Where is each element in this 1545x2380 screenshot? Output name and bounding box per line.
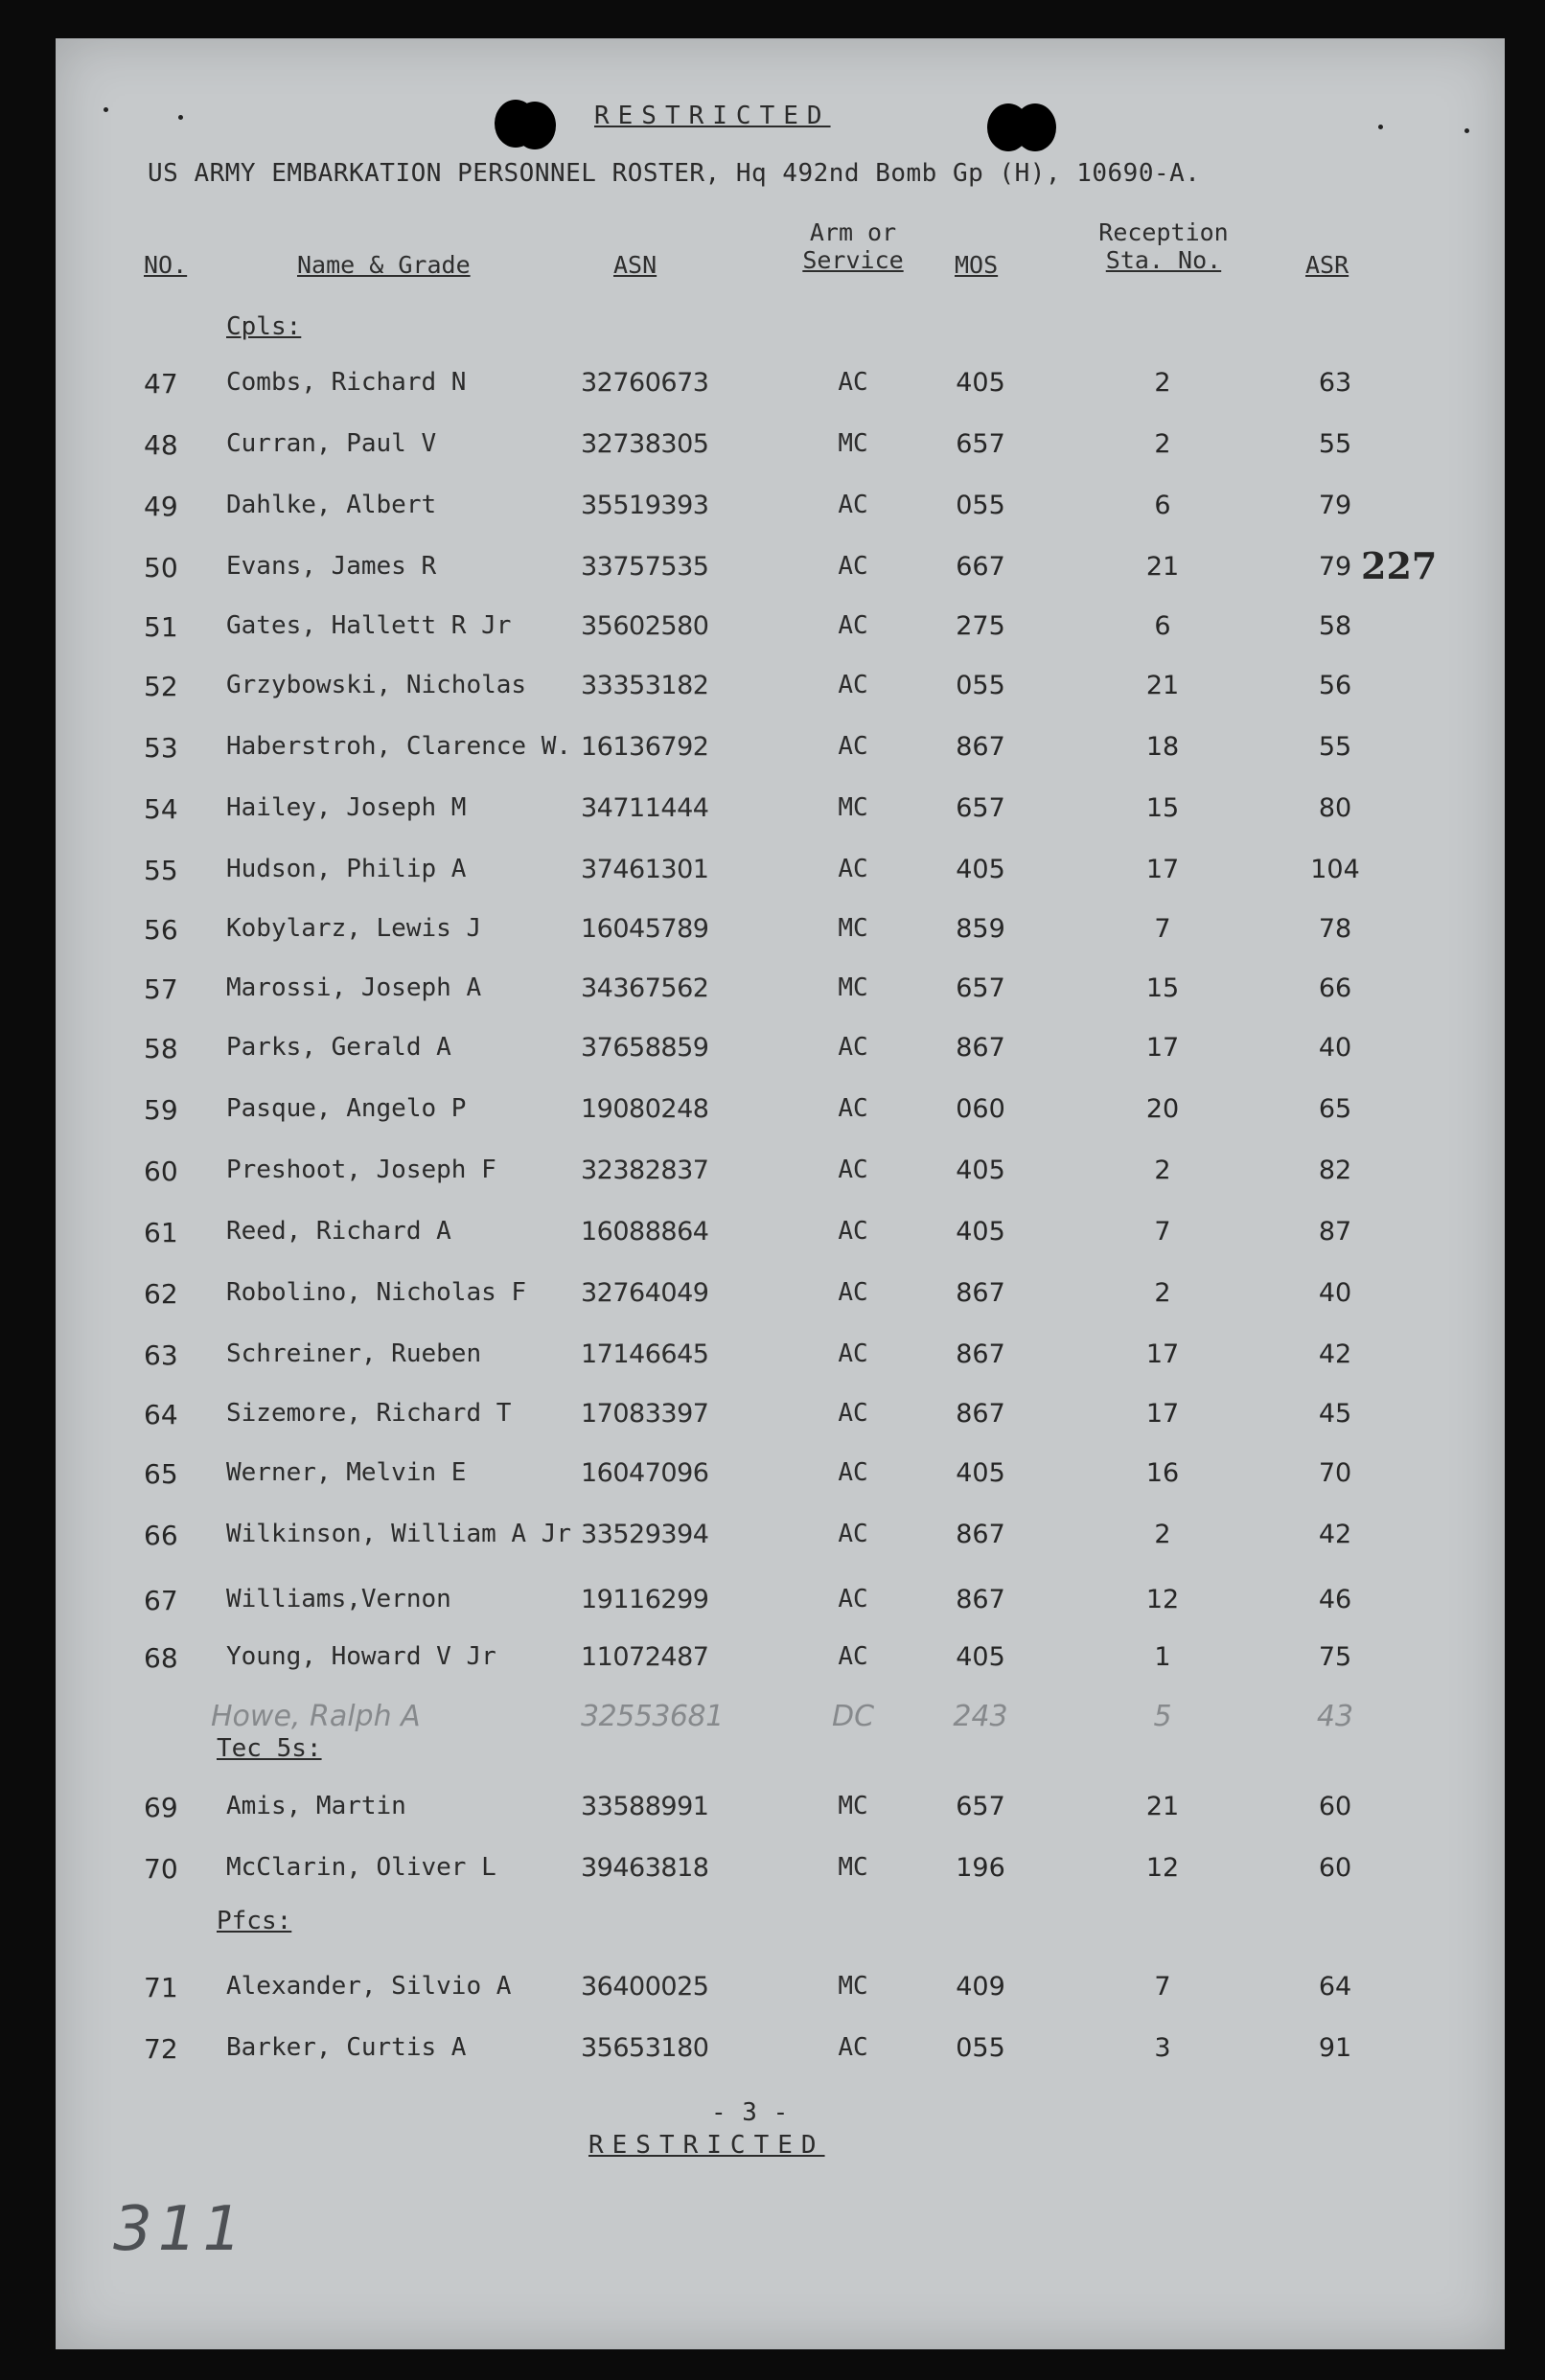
name-grade: Reed, Richard A [226, 1217, 451, 1246]
mos-code: 867 [956, 1033, 1005, 1063]
table-row [56, 973, 1505, 1012]
asn-value: 32382837 [581, 1156, 709, 1185]
asr-score: 91 [1318, 2033, 1352, 2063]
asn-value: 19116299 [581, 1585, 709, 1614]
name-grade: Combs, Richard N [226, 368, 467, 397]
asn-value: 36400025 [581, 1972, 709, 2002]
mos-code: 405 [956, 1458, 1005, 1488]
row-number: 62 [144, 1278, 178, 1310]
name-grade: Evans, James R [226, 552, 437, 581]
asr-score: 42 [1318, 1520, 1352, 1549]
asn-value: 19080248 [581, 1094, 709, 1124]
speck [1378, 125, 1383, 129]
table-row [56, 855, 1505, 893]
arm-service: AC [838, 1399, 868, 1428]
asr-score: 46 [1318, 1585, 1352, 1614]
row-number: 48 [144, 429, 178, 461]
asr-score: 82 [1318, 1156, 1352, 1185]
reception-station: 6 [1154, 491, 1171, 520]
arm-service: MC [838, 914, 868, 943]
name-grade: Gates, Hallett R Jr [226, 611, 512, 640]
reception-station: 15 [1145, 973, 1180, 1003]
crossed-sta: 5 [1153, 1700, 1172, 1733]
name-grade: Williams,Vernon [226, 1585, 451, 1613]
asr-score: 58 [1318, 611, 1352, 641]
name-grade: Schreiner, Rueben [226, 1339, 482, 1368]
arm-service: AC [838, 1278, 868, 1307]
table-row [56, 732, 1505, 770]
col-header-mos: MOS [955, 251, 999, 279]
asr-score: 45 [1318, 1399, 1352, 1429]
arm-service: AC [838, 1156, 868, 1184]
reception-station: 21 [1145, 1792, 1180, 1821]
reception-station: 15 [1145, 793, 1180, 823]
speck [104, 107, 108, 112]
asr-score: 55 [1318, 429, 1352, 459]
asr-score: 65 [1318, 1094, 1352, 1124]
asr-score: 60 [1318, 1792, 1352, 1821]
reception-station: 7 [1154, 1217, 1171, 1247]
table-row [56, 793, 1505, 832]
speck [1464, 128, 1469, 133]
arm-service: AC [838, 1585, 868, 1613]
arm-service: MC [838, 793, 868, 822]
asn-value: 35602580 [581, 611, 709, 641]
arm-service: AC [838, 671, 868, 699]
reception-station: 2 [1154, 1278, 1171, 1308]
crossed-name: Howe, Ralph A [211, 1700, 421, 1733]
arm-service: AC [838, 1642, 868, 1671]
asr-score: 87 [1318, 1217, 1352, 1247]
asn-value: 37461301 [581, 855, 709, 884]
table-row [56, 1278, 1505, 1316]
name-grade: Werner, Melvin E [226, 1458, 467, 1487]
table-row [56, 611, 1505, 650]
asr-score: 104 [1310, 855, 1360, 884]
mos-code: 405 [956, 1217, 1005, 1247]
reception-station: 2 [1154, 429, 1171, 459]
table-row [56, 1585, 1505, 1623]
asr-score: 64 [1318, 1972, 1352, 2002]
mos-code: 196 [956, 1853, 1005, 1883]
asr-score: 66 [1318, 973, 1352, 1003]
mos-code: 055 [956, 671, 1005, 700]
mos-code: 867 [956, 1339, 1005, 1369]
mos-code: 867 [956, 1520, 1005, 1549]
asn-value: 35653180 [581, 2033, 709, 2063]
crossed-arm: DC [831, 1700, 875, 1733]
asr-score: 79 [1318, 491, 1352, 520]
name-grade: Sizemore, Richard T [226, 1399, 512, 1428]
reception-station: 18 [1145, 732, 1180, 762]
reception-station: 2 [1154, 1520, 1171, 1549]
col-header-reception: Reception Sta. No. [1098, 218, 1229, 274]
arm-service: AC [838, 611, 868, 640]
table-row [56, 368, 1505, 406]
asn-value: 16136792 [581, 732, 709, 762]
name-grade: Alexander, Silvio A [226, 1972, 512, 2001]
reception-station: 12 [1145, 1585, 1180, 1614]
mos-code: 060 [956, 1094, 1005, 1124]
reception-station: 7 [1154, 1972, 1171, 2002]
mos-code: 867 [956, 1399, 1005, 1429]
row-number: 60 [144, 1156, 178, 1187]
mos-code: 409 [956, 1972, 1005, 2002]
name-grade: Robolino, Nicholas F [226, 1278, 527, 1307]
reception-station: 21 [1145, 671, 1180, 700]
row-number: 58 [144, 1033, 178, 1064]
table-row [56, 1642, 1505, 1681]
reception-station: 2 [1154, 368, 1171, 398]
asn-value: 17146645 [581, 1339, 709, 1369]
arm-service: MC [838, 1792, 868, 1820]
page-mark-227: 227 [1361, 544, 1438, 587]
mos-code: 657 [956, 429, 1005, 459]
arm-service: MC [838, 429, 868, 458]
arm-service: AC [838, 1033, 868, 1062]
table-row [56, 429, 1505, 468]
asn-value: 35519393 [581, 491, 709, 520]
asr-score: 70 [1318, 1458, 1352, 1488]
row-number: 64 [144, 1399, 178, 1430]
row-number: 54 [144, 793, 178, 825]
asn-value: 11072487 [581, 1642, 709, 1672]
mos-code: 867 [956, 1585, 1005, 1614]
arm-service: AC [838, 855, 868, 883]
name-grade: Parks, Gerald A [226, 1033, 451, 1062]
reception-station: 16 [1145, 1458, 1180, 1488]
row-number: 57 [144, 973, 178, 1005]
row-number: 71 [144, 1972, 178, 2003]
name-grade: McClarin, Oliver L [226, 1853, 496, 1882]
asn-value: 16088864 [581, 1217, 709, 1247]
asr-score: 63 [1318, 368, 1352, 398]
section-cpls: Cpls: [226, 312, 302, 341]
row-number: 66 [144, 1520, 178, 1551]
asn-value: 37658859 [581, 1033, 709, 1063]
row-number: 50 [144, 552, 178, 584]
arm-service: MC [838, 973, 868, 1002]
asn-value: 34367562 [581, 973, 709, 1003]
row-number: 59 [144, 1094, 178, 1126]
asr-score: 78 [1318, 914, 1352, 944]
crossed-mos: 243 [953, 1700, 1008, 1733]
table-row [56, 1156, 1505, 1194]
table-row [56, 1458, 1505, 1497]
asr-score: 55 [1318, 732, 1352, 762]
row-number: 56 [144, 914, 178, 946]
table-row [56, 491, 1505, 529]
asn-value: 32764049 [581, 1278, 709, 1308]
table-row [56, 1094, 1505, 1133]
name-grade: Curran, Paul V [226, 429, 437, 458]
asn-value: 32738305 [581, 429, 709, 459]
table-row [56, 2033, 1505, 2071]
name-grade: Wilkinson, William A Jr [226, 1520, 572, 1548]
asn-value: 17083397 [581, 1399, 709, 1429]
reception-station: 6 [1154, 611, 1171, 641]
restricted-top: RESTRICTED [594, 102, 831, 130]
punch-hole-right-2 [1014, 103, 1056, 151]
name-grade: Hailey, Joseph M [226, 793, 467, 822]
arm-service: AC [838, 368, 868, 397]
asn-value: 33757535 [581, 552, 709, 582]
asn-value: 34711444 [581, 793, 709, 823]
mos-code: 405 [956, 1642, 1005, 1672]
table-row [56, 1853, 1505, 1891]
speck [178, 115, 183, 120]
asr-score: 40 [1318, 1033, 1352, 1063]
name-grade: Pasque, Angelo P [226, 1094, 467, 1123]
name-grade: Haberstroh, Clarence W. [226, 732, 572, 761]
name-grade: Amis, Martin [226, 1792, 406, 1820]
page-number: - 3 - [711, 2098, 789, 2127]
asn-value: 33588991 [581, 1792, 709, 1821]
table-row [56, 1520, 1505, 1558]
name-grade: Preshoot, Joseph F [226, 1156, 496, 1184]
row-number: 61 [144, 1217, 178, 1248]
row-number: 69 [144, 1792, 178, 1823]
asr-score: 40 [1318, 1278, 1352, 1308]
table-row [56, 1033, 1505, 1071]
crossed-entry-row [56, 1700, 1505, 1738]
asr-score: 56 [1318, 671, 1352, 700]
row-number: 49 [144, 491, 178, 522]
mos-code: 405 [956, 855, 1005, 884]
reception-station: 21 [1145, 552, 1180, 582]
arm-service: AC [838, 1458, 868, 1487]
row-number: 53 [144, 732, 178, 764]
row-number: 70 [144, 1853, 178, 1885]
punch-hole-left-2 [514, 102, 556, 149]
arm-service: AC [838, 1339, 868, 1368]
name-grade: Marossi, Joseph A [226, 973, 482, 1002]
row-number: 72 [144, 2033, 178, 2065]
name-grade: Kobylarz, Lewis J [226, 914, 482, 943]
asn-value: 16047096 [581, 1458, 709, 1488]
row-number: 51 [144, 611, 178, 643]
arm-service: AC [838, 1520, 868, 1548]
asr-score: 80 [1318, 793, 1352, 823]
row-number: 65 [144, 1458, 178, 1490]
row-number: 63 [144, 1339, 178, 1371]
mos-code: 657 [956, 793, 1005, 823]
table-row [56, 1339, 1505, 1378]
row-number: 52 [144, 671, 178, 702]
margin-note-311: 311 [113, 2194, 248, 2265]
table-row [56, 1217, 1505, 1255]
section-pfcs: Pfcs: [217, 1907, 292, 1935]
roster-title: US ARMY EMBARKATION PERSONNEL ROSTER, Hq 492nd Bomb Gp (H), 10690-A. [148, 159, 1201, 188]
col-header-name: Name & Grade [297, 251, 471, 279]
mos-code: 055 [956, 491, 1005, 520]
asr-score: 75 [1318, 1642, 1352, 1672]
asn-value: 32760673 [581, 368, 709, 398]
table-row [56, 552, 1505, 590]
asn-value: 33353182 [581, 671, 709, 700]
col-header-asr: ASR [1305, 251, 1349, 279]
asn-value: 33529394 [581, 1520, 709, 1549]
col-header-arm: Arm or Service [802, 218, 904, 274]
mos-code: 867 [956, 1278, 1005, 1308]
roster-sheet [56, 38, 1505, 2349]
mos-code: 657 [956, 1792, 1005, 1821]
name-grade: Grzybowski, Nicholas [226, 671, 527, 699]
table-row [56, 671, 1505, 709]
reception-station: 12 [1145, 1853, 1180, 1883]
reception-station: 2 [1154, 1156, 1171, 1185]
mos-code: 859 [956, 914, 1005, 944]
restricted-bottom: RESTRICTED [588, 2131, 825, 2160]
arm-service: AC [838, 2033, 868, 2062]
mos-code: 667 [956, 552, 1005, 582]
mos-code: 867 [956, 732, 1005, 762]
table-row [56, 1972, 1505, 2010]
col-header-no: NO. [144, 251, 188, 279]
asr-score: 79 [1318, 552, 1352, 582]
section-tec5s: Tec 5s: [217, 1734, 322, 1763]
table-row [56, 1399, 1505, 1437]
table-row [56, 1792, 1505, 1830]
asn-value: 16045789 [581, 914, 709, 944]
reception-station: 1 [1154, 1642, 1171, 1672]
reception-station: 17 [1145, 1339, 1180, 1369]
reception-station: 17 [1145, 855, 1180, 884]
row-number: 55 [144, 855, 178, 886]
asn-value: 39463818 [581, 1853, 709, 1883]
row-number: 47 [144, 368, 178, 400]
asr-score: 60 [1318, 1853, 1352, 1883]
reception-station: 7 [1154, 914, 1171, 944]
mos-code: 657 [956, 973, 1005, 1003]
arm-service: AC [838, 552, 868, 581]
name-grade: Barker, Curtis A [226, 2033, 467, 2062]
reception-station: 17 [1145, 1399, 1180, 1429]
asr-score: 42 [1318, 1339, 1352, 1369]
reception-station: 20 [1145, 1094, 1180, 1124]
table-row [56, 914, 1505, 952]
col-header-asn: ASN [613, 251, 657, 279]
arm-service: AC [838, 491, 868, 519]
name-grade: Young, Howard V Jr [226, 1642, 496, 1671]
arm-service: MC [838, 1972, 868, 2001]
reception-station: 17 [1145, 1033, 1180, 1063]
crossed-asr: 43 [1316, 1700, 1354, 1733]
mos-code: 405 [956, 1156, 1005, 1185]
arm-service: MC [838, 1853, 868, 1882]
mos-code: 405 [956, 368, 1005, 398]
arm-service: AC [838, 732, 868, 761]
arm-service: AC [838, 1094, 868, 1123]
row-number: 67 [144, 1585, 178, 1616]
crossed-asn: 32553681 [581, 1700, 724, 1733]
mos-code: 055 [956, 2033, 1005, 2063]
name-grade: Dahlke, Albert [226, 491, 437, 519]
name-grade: Hudson, Philip A [226, 855, 467, 883]
mos-code: 275 [956, 611, 1005, 641]
arm-service: AC [838, 1217, 868, 1246]
row-number: 68 [144, 1642, 178, 1674]
reception-station: 3 [1154, 2033, 1171, 2063]
